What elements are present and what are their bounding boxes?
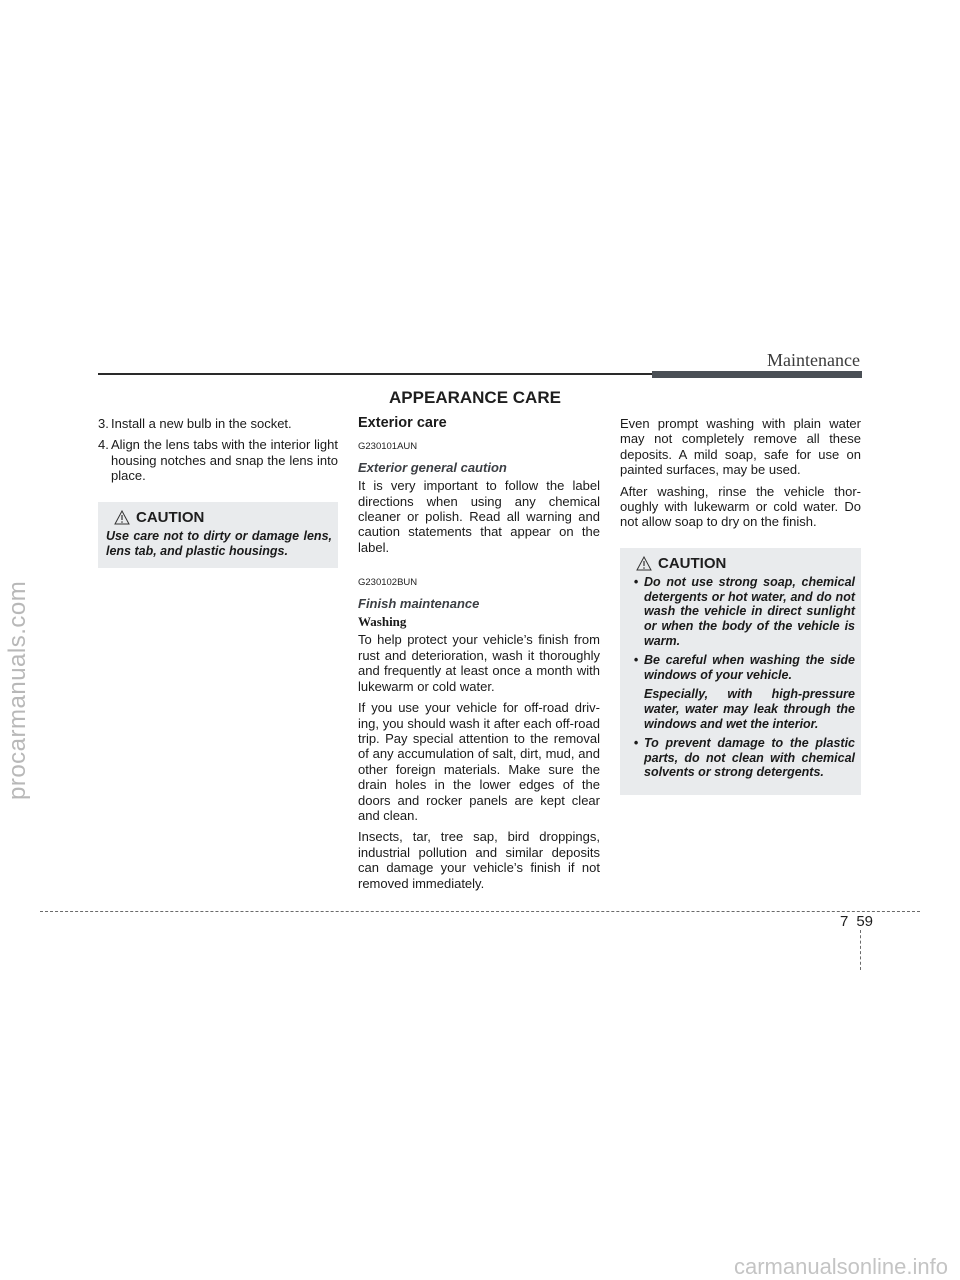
step-text: Install a new bulb in the socket.	[111, 416, 292, 431]
caution-box	[98, 502, 338, 569]
column-left	[98, 416, 338, 568]
caution-title: CAUTION	[136, 508, 205, 526]
bullet-icon: •	[633, 736, 639, 751]
subsection-heading: Exterior general caution	[358, 459, 507, 475]
bullet-text: To prevent damage to the plastic parts, do not clean with chemical solvents or strong detergents.	[644, 736, 855, 780]
caution-bullet	[628, 736, 855, 780]
bullet-text: Be careful when washing the side windows of your vehicle.	[644, 653, 855, 682]
caution-bullet	[628, 575, 855, 648]
footer-rule	[40, 911, 920, 912]
warning-triangle-icon	[636, 556, 652, 571]
column-right	[620, 416, 861, 795]
caution-title: CAUTION	[658, 554, 727, 572]
section-title: APPEARANCE CARE	[389, 388, 561, 407]
caution-box	[620, 548, 861, 795]
caution-text	[628, 575, 855, 780]
paragraph: After washing, rinse the vehicle thor-oughly with lukewarm or cold water. Do not allow soap to dry on the finish.	[620, 483, 861, 530]
bottom-watermark: carmanualsonline.info	[733, 1254, 948, 1279]
chapter-number: 7	[840, 913, 849, 930]
step-item	[98, 437, 338, 483]
paragraph: It is very important to follow the label directions when using any chemical cleaner or polish. Read all warning and caution statements that appear on the label.	[358, 478, 600, 555]
bullet-subtext: Especially, with high-pressure water, water may leak through the windows and wet the interior.	[644, 687, 855, 731]
bullet-text: Do not use strong soap, chemical detergents or hot water, and do not wash the vehicle in direct sunlight or when the body of the vehicle is warm.	[644, 575, 855, 648]
caution-bullet	[628, 653, 855, 682]
column-middle	[358, 416, 600, 897]
bullet-icon: •	[633, 653, 639, 668]
page-number	[840, 913, 873, 930]
chapter-title: Maintenance	[767, 350, 860, 370]
side-watermark: procarmanuals.com	[4, 580, 31, 800]
caution-header	[106, 510, 332, 525]
step-item	[98, 416, 338, 431]
warning-triangle-icon	[114, 510, 130, 525]
paragraph: Insects, tar, tree sap, bird droppings, industrial pollution and similar deposits can damage your vehicle’s finish if not removed immediately.	[358, 829, 600, 891]
page-number-value: 59	[856, 913, 874, 930]
exterior-care-heading: Exterior care	[358, 415, 447, 431]
paragraph: Even prompt washing with plain water may not completely remove all these deposits. A mild soap, safe for use on painted surfaces, may be used.	[620, 416, 861, 478]
washing-heading: Washing	[358, 614, 407, 630]
header-accent-bar	[652, 371, 862, 378]
caution-text: Use care not to dirty or damage lens, lens tab, and plastic housings.	[106, 529, 332, 558]
section-code: G230101AUN	[358, 441, 418, 453]
caution-header	[628, 556, 855, 571]
step-number: 3.	[98, 416, 109, 431]
step-number: 4.	[98, 437, 109, 453]
footer-divider	[860, 930, 861, 970]
section-code: G230102BUN	[358, 577, 418, 589]
bullet-icon: •	[633, 575, 639, 590]
paragraph: To help protect your vehicle’s finish from rust and deterioration, wash it thoroughly and frequently at least once a month with lukewarm or cold water.	[358, 632, 600, 694]
subsection-heading: Finish maintenance	[358, 595, 480, 611]
step-text: Align the lens tabs with the interior light housing notches and snap the lens into place.	[111, 437, 338, 484]
header-rule	[98, 373, 652, 375]
paragraph: If you use your vehicle for off-road driv-ing, you should wash it after each off-road trip. Pay special attention to the removal of any accumulation of salt, dirt, mud, and other foreign materials. Make sure the drain holes in the lower edges of the doors and rocker panels are kept clear and clean.	[358, 700, 600, 823]
